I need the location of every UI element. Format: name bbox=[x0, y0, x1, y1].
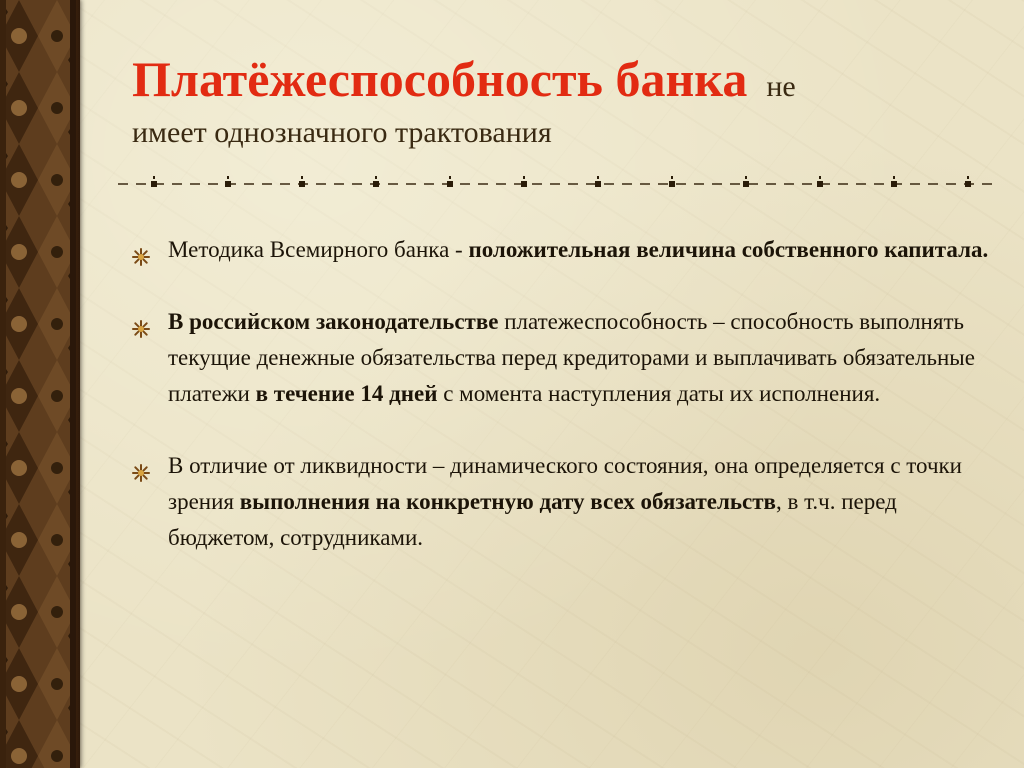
divider-tick bbox=[819, 176, 821, 179]
divider-tick bbox=[449, 176, 451, 179]
title-continuation bbox=[751, 70, 795, 103]
side-strip-shadow bbox=[76, 0, 82, 768]
divider-tick bbox=[153, 176, 155, 179]
divider-dot bbox=[373, 181, 379, 187]
divider-tick bbox=[893, 176, 895, 179]
bullet-text-bold: положительная величина собственного капитала. bbox=[468, 237, 989, 262]
bullet-text bbox=[168, 453, 962, 550]
bullet-text-bold: в течение 14 дней bbox=[255, 381, 438, 406]
divider-dot bbox=[225, 181, 231, 187]
bullet-text-bold: В российском законодательстве bbox=[168, 309, 499, 334]
bullet-text-plain: с момента наступления даты их исполнения. bbox=[437, 381, 881, 406]
divider-dot bbox=[817, 181, 823, 187]
divider-dot bbox=[891, 181, 897, 187]
bullet-item bbox=[130, 304, 990, 412]
bullet-text-bold: выполнения на конкретную дату всех обязательств bbox=[239, 489, 776, 514]
bullet-text bbox=[168, 237, 988, 262]
star-bullet-icon bbox=[132, 457, 150, 475]
divider-tick bbox=[671, 176, 673, 179]
bullet-item bbox=[130, 232, 990, 268]
dashed-divider bbox=[118, 176, 994, 192]
divider-dot bbox=[151, 181, 157, 187]
title-main: Платёжеспособность банка bbox=[132, 51, 748, 107]
star-bullet-icon bbox=[132, 313, 150, 331]
decorative-side-strip bbox=[0, 0, 80, 768]
divider-dot bbox=[521, 181, 527, 187]
bullet-text-plain: платежеспособность – способность выполнять текущие денежные обязательства перед кредиторами и выплачивать обязательные платежи bbox=[168, 309, 975, 406]
bullet-item bbox=[130, 448, 990, 556]
divider-tick bbox=[967, 176, 969, 179]
bullet-text-plain: В отличие от ликвидности – динамического состояния, она определяется с точки зрения bbox=[168, 453, 962, 514]
bullet-text-plain: , в т.ч. перед бюджетом, сотрудниками. bbox=[168, 489, 897, 550]
divider-dot bbox=[447, 181, 453, 187]
divider-tick bbox=[301, 176, 303, 179]
title-rest-word: не bbox=[766, 70, 796, 103]
divider-dot bbox=[299, 181, 305, 187]
bullet-text bbox=[168, 309, 975, 406]
star-bullet-icon bbox=[132, 241, 150, 259]
divider-dot bbox=[743, 181, 749, 187]
divider-tick bbox=[523, 176, 525, 179]
divider-tick bbox=[375, 176, 377, 179]
ornament-pattern-icon bbox=[0, 0, 76, 768]
divider-tick bbox=[227, 176, 229, 179]
bullet-list bbox=[130, 232, 990, 556]
divider-dot bbox=[965, 181, 971, 187]
divider-tick bbox=[597, 176, 599, 179]
title-second-line: имеет однозначного трактования bbox=[132, 116, 552, 149]
divider-dot bbox=[595, 181, 601, 187]
divider-tick bbox=[745, 176, 747, 179]
bullet-text-plain: Методика Всемирного банка - bbox=[168, 237, 469, 262]
divider-dot bbox=[669, 181, 675, 187]
